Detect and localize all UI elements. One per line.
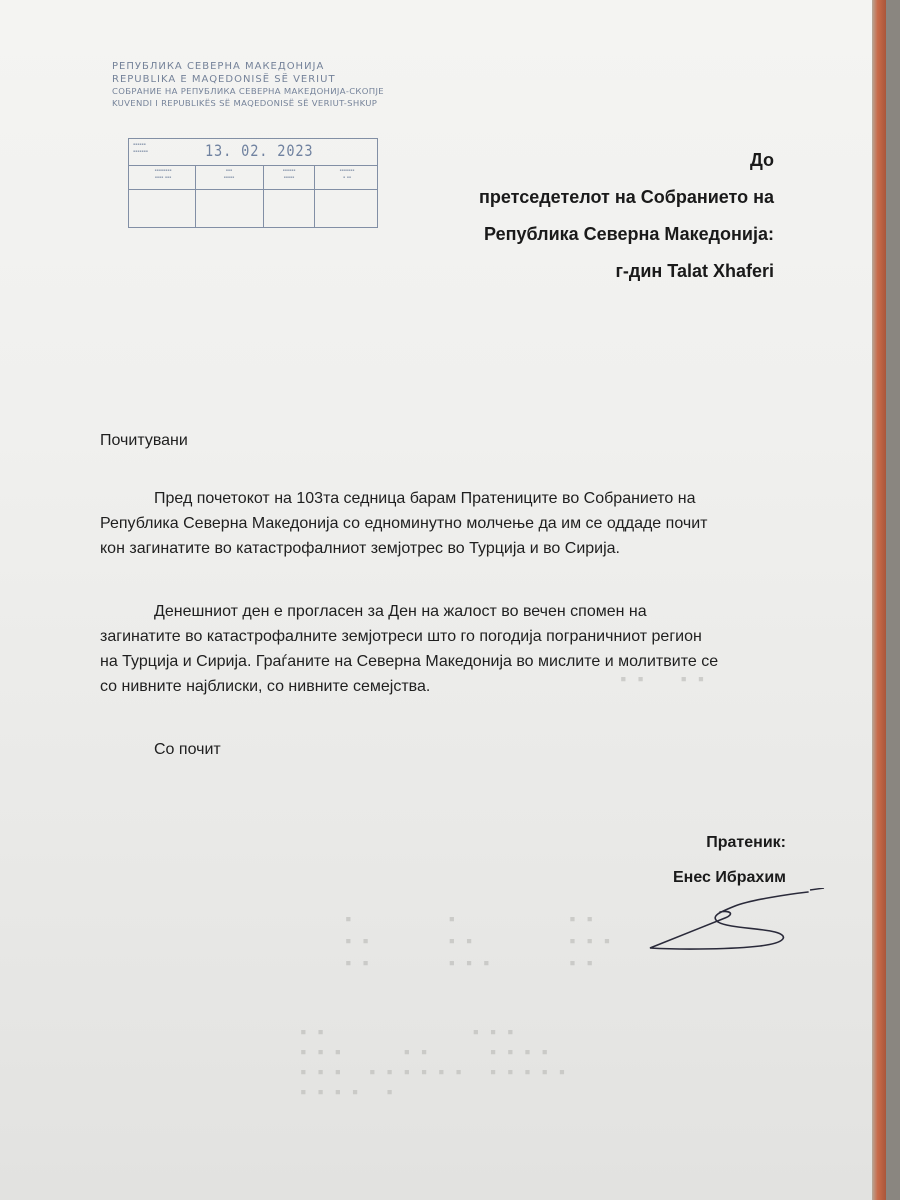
paragraph-2-line: на Турција и Сирија. Граѓаните на Северна Македонија во мислите и молитвите се <box>100 653 719 670</box>
signature-stroke <box>810 888 824 890</box>
stamp-table <box>128 138 378 228</box>
bleed-through-text: ▪ ▪ ▪ ▪ ▪ ▪ ▪ ▪ ▪ ▪ ▪ ▪ ▪ ▪ ▪ ▪ ▪ ▪ ▪ ▪ ▪ ▪ ▪ ▪ ▪ ▪ ▪ ▪ ▪ ▪ ▪ ▪ ▪ <box>300 1025 568 1098</box>
stamp-line-4: KUVENDI I REPUBLIKËS SË MAQEDONISË SË VERIUT-SHKUP <box>112 99 378 109</box>
stamp-line-2: REPUBLIKA E MAQEDONISË SË VERIUT <box>112 74 336 85</box>
paragraph-2-line: Денешниот ден е прогласен за Ден на жалост во вечен спомен на <box>154 603 647 620</box>
stamp-date: 13. 02. 2023 <box>205 141 314 160</box>
stamp-cell-label: ▪▪▪▪▪▪ ▪▪▪▪▪ <box>282 168 296 181</box>
paragraph-2-line: со нивните најблиски, со нивните семејства. <box>100 678 431 695</box>
stamp-divider <box>195 165 196 228</box>
recipient-institution: Република Северна Македонија: <box>484 224 774 244</box>
recipient-name: г-дин Talat Xhaferi <box>615 261 774 281</box>
recipient-title: претседетелот на Собранието на <box>479 187 774 207</box>
paragraph-2-line: загинатите во катастрофалните земјотреси што го погодија пограничниот регион <box>100 628 702 645</box>
registry-stamp <box>112 60 412 181</box>
paragraph-1-line: кон загинатите во катастрофалниот земјотрес во Турција и во Сирија. <box>100 540 620 557</box>
stamp-cell-label: ▪▪▪▪▪▪ ▪▪▪▪▪▪▪ <box>133 142 148 155</box>
signature-title: Пратеник: <box>706 834 786 851</box>
stamp-cell-label: ▪▪▪▪▪▪▪ ▪ ▪▪ <box>339 168 355 181</box>
stamp-divider <box>314 165 315 228</box>
stamp-line-3: СОБРАНИЕ НА РЕПУБЛИКА СЕВЕРНА МАКЕДОНИЈА-СКОПЈЕ <box>112 87 384 97</box>
page-edge <box>872 0 886 1200</box>
signature-stroke <box>650 892 808 949</box>
closing: Со почит <box>154 741 221 758</box>
stamp-divider <box>263 165 264 228</box>
stamp-row-date <box>129 139 377 166</box>
signature-name: Енес Ибрахим <box>673 869 786 886</box>
paragraph-1 <box>100 486 800 561</box>
stamp-cell-label: ▪▪▪ ▪▪▪▪▪ <box>223 168 235 181</box>
greeting: Почитувани <box>100 432 188 449</box>
bleed-through-text: ▪ ▪ ▪ ▪ ▪ ▪ ▪ ▪ ▪ ▪ ▪ ▪ ▪ ▪ ▪ ▪ ▪ ▪ <box>345 912 613 969</box>
handwritten-signature <box>640 888 830 958</box>
stamp-line-1: РЕПУБЛИКА СЕВЕРНА МАКЕДОНИЈА <box>112 61 325 72</box>
paragraph-1-line: Република Северна Македонија со едноминутно молчење да им се оддаде почит <box>100 515 708 532</box>
bleed-through-text: ▪ ▪ ▪ ▪ <box>620 672 707 685</box>
paragraph-1-line: Пред почетокот на 103та седница барам Пратениците во Собранието на <box>154 490 696 507</box>
stamp-cell-label: ▪▪▪▪▪▪▪▪ ▪▪▪▪ ▪▪▪ <box>154 168 172 181</box>
recipient-block <box>479 142 774 290</box>
recipient-to: До <box>749 150 774 170</box>
